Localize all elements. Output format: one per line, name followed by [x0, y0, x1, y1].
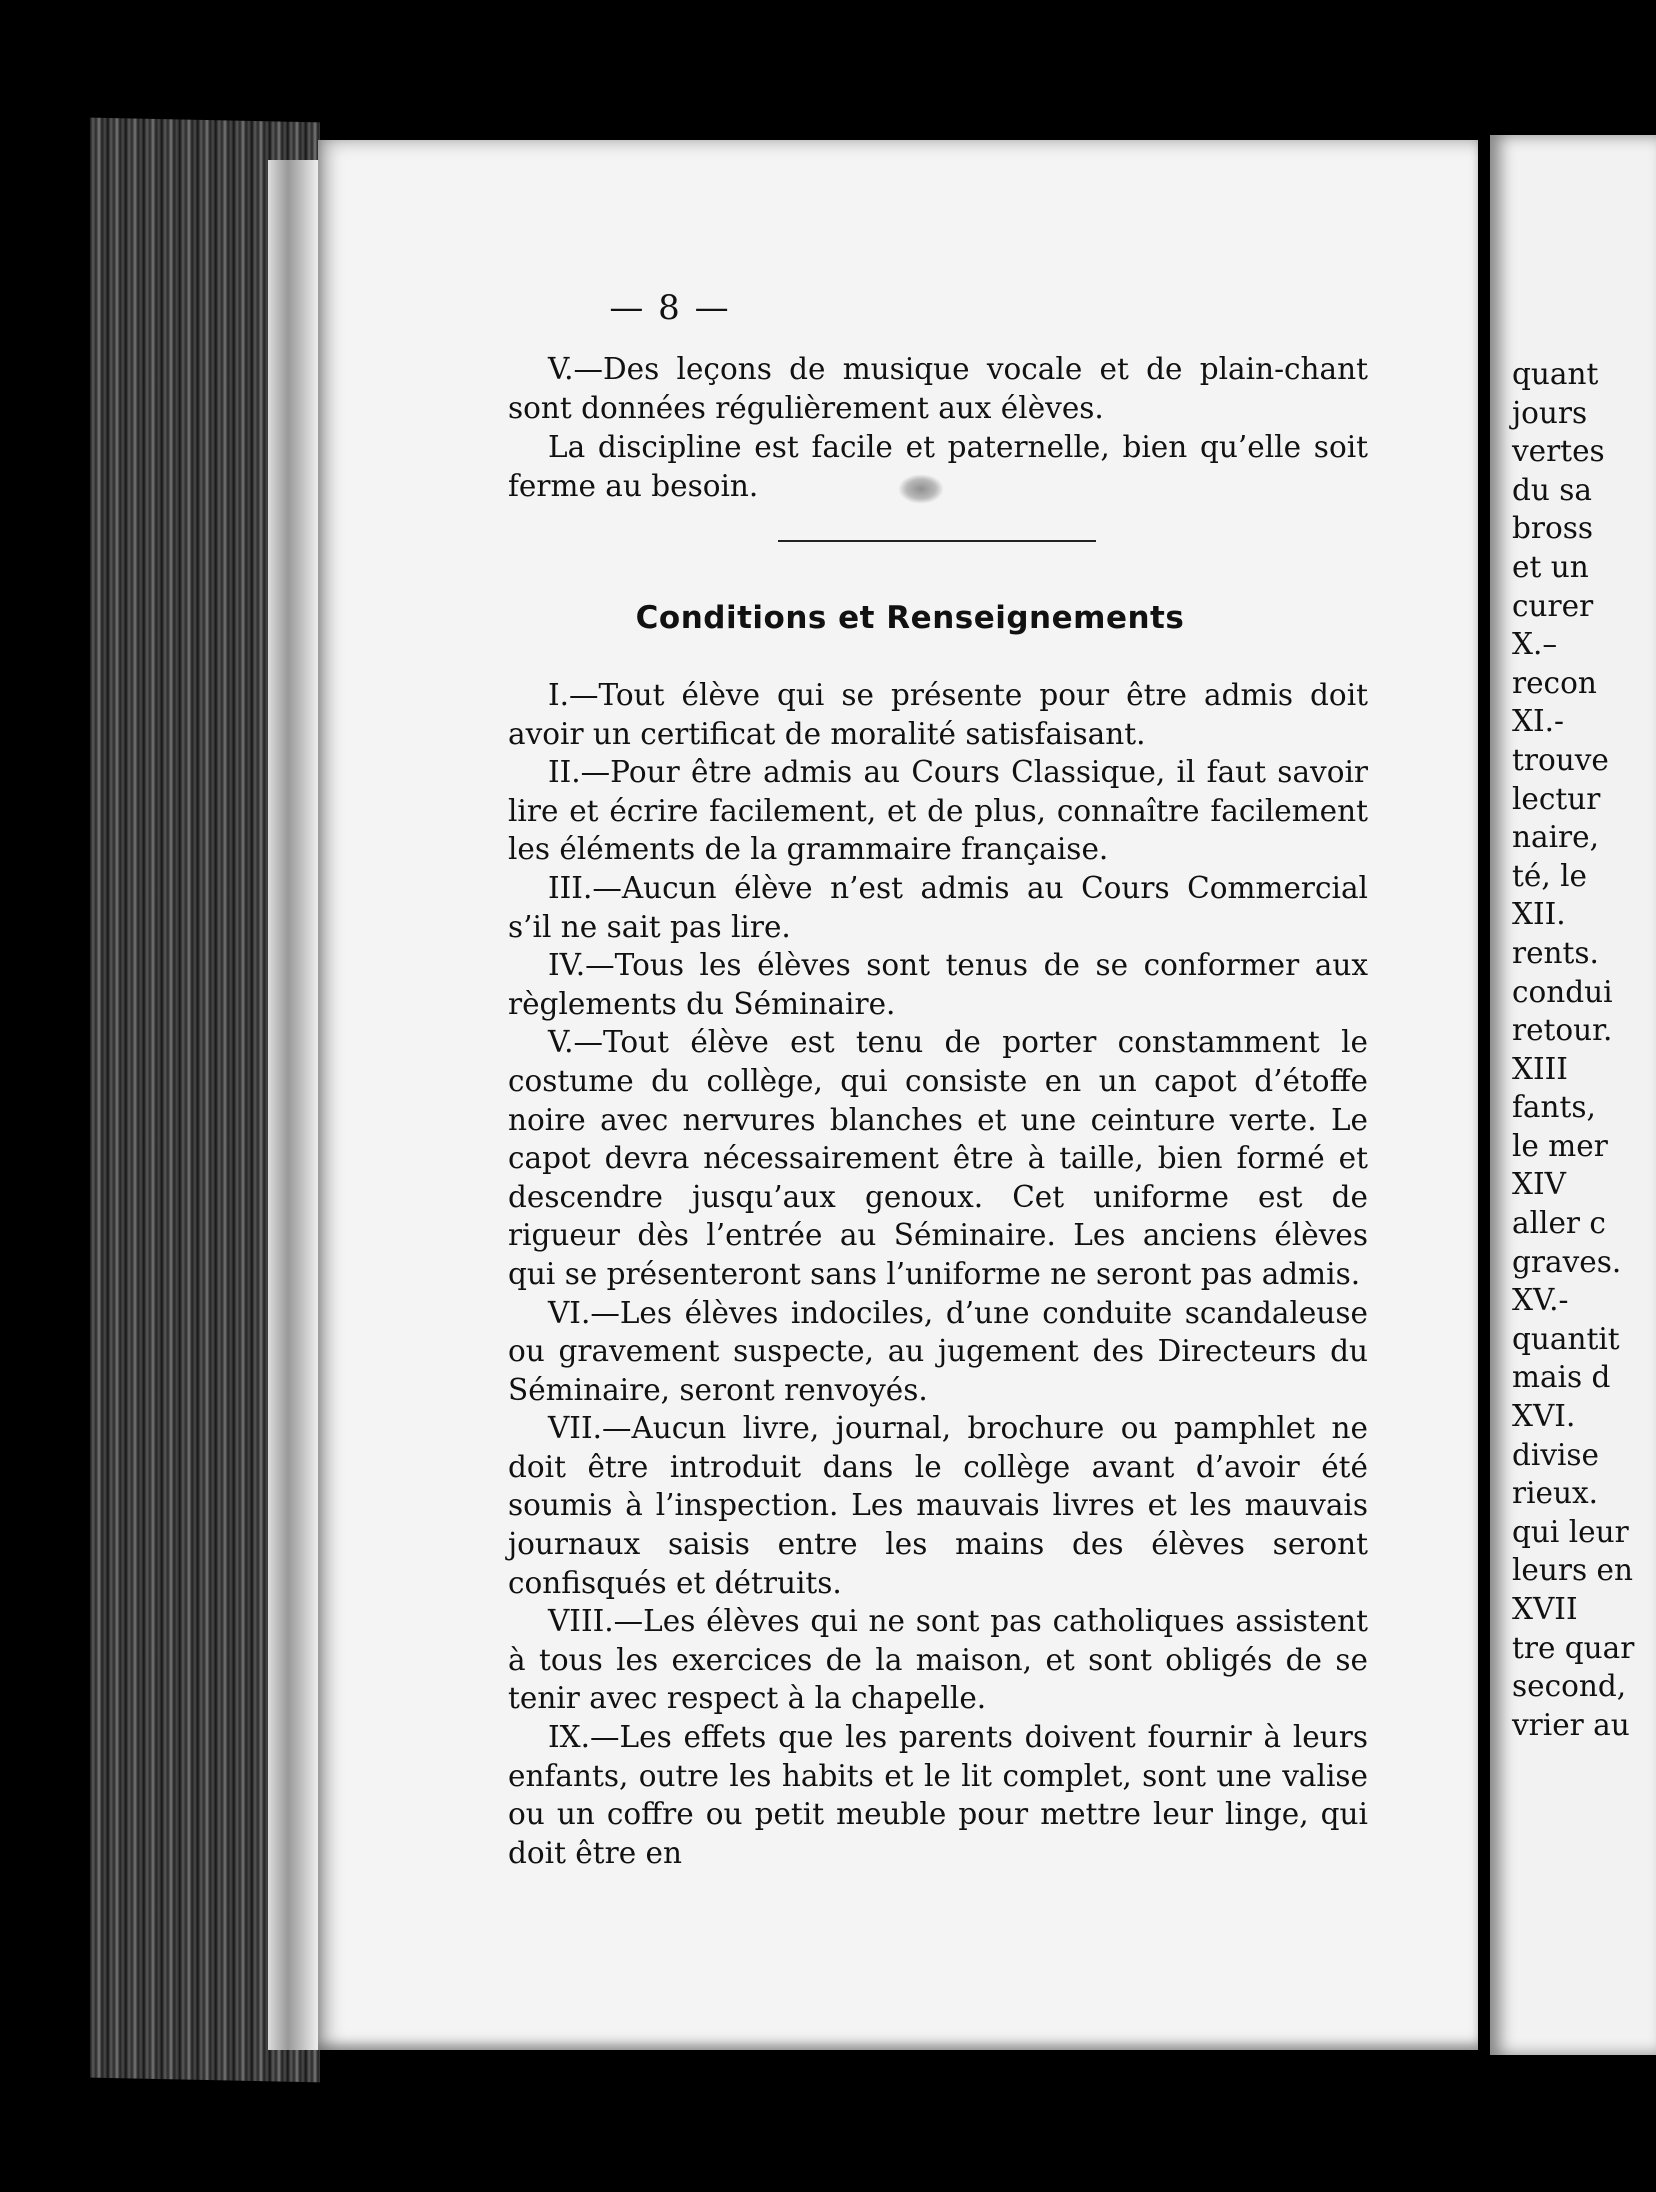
right-page-line: retour.	[1512, 1013, 1613, 1048]
right-page-line: fants,	[1512, 1090, 1596, 1125]
right-page-line: divise	[1512, 1437, 1600, 1472]
right-page-line: du sa	[1512, 472, 1592, 507]
right-page-line: trouve	[1512, 742, 1609, 777]
condition-paragraph: V.—Tout élève est tenu de porter constamment le costume du collège, qui consiste en un capot d’étoffe noire avec nervures blanches et une ceinture verte. Le capot devra nécessairement être à taille, bien formé et descendre jusqu’aux genoux. Cet uniforme est de rigueur dès l’entrée au Séminaire. Les anciens élèves qui se présenteront sans l’uniforme ne seront pas admis.	[508, 1025, 1368, 1291]
section-divider	[778, 540, 1096, 542]
right-page	[1490, 135, 1656, 2055]
condition-paragraph: VII.—Aucun livre, journal, brochure ou pamphlet ne doit être introduit dans le collège avant d’avoir été soumis à l’inspection. Les mauvais livres et les mauvais journaux saisis entre les mains des élèves seront confisqués et détruits.	[508, 1411, 1368, 1600]
condition-paragraph: IX.—Les effets que les parents doivent fournir à leurs enfants, outre les habits et le lit complet, sont une valise ou un coffre ou petit meuble pour mettre leur linge, qui doit être en	[508, 1720, 1368, 1870]
right-page-line: XV.-	[1512, 1283, 1569, 1318]
condition-paragraph: IV.—Tous les élèves sont tenus de se conformer aux règlements du Séminaire.	[508, 948, 1368, 1021]
intro-text-2: La discipline est facile et paternelle, bien qu’elle soit ferme au besoin.	[508, 430, 1368, 503]
right-page-line: XIII	[1512, 1051, 1568, 1086]
right-page-line: mais d	[1512, 1360, 1611, 1395]
condition-paragraph: I.—Tout élève qui se présente pour être admis doit avoir un certificat de moralité satisfaisant.	[508, 678, 1368, 751]
right-page-line: XI.-	[1512, 704, 1564, 739]
right-page-line: lectur	[1512, 781, 1601, 816]
right-page-text	[1512, 355, 1656, 1744]
intro-paragraph-1	[508, 350, 1368, 427]
right-page-line: le mer	[1512, 1128, 1608, 1163]
right-page-line: jours	[1512, 395, 1588, 430]
book-inner-edge	[268, 160, 318, 2050]
intro-text-1: V.—Des leçons de musique vocale et de plain-chant sont données régulièrement aux élèves.	[508, 352, 1368, 425]
right-page-line: rieux.	[1512, 1476, 1599, 1511]
right-page-line: aller c	[1512, 1206, 1606, 1241]
condition-paragraph: II.—Pour être admis au Cours Classique, il faut savoir lire et écrire facilement, et de plus, connaître facilement les éléments de la grammaire française.	[508, 755, 1368, 867]
right-page-line: recon	[1512, 665, 1597, 700]
right-page-line: vrier au	[1512, 1707, 1630, 1742]
right-page-line: rents.	[1512, 935, 1599, 970]
right-page-line: XIV	[1512, 1167, 1566, 1202]
right-page-line: qui leur	[1512, 1514, 1629, 1549]
right-page-line: graves.	[1512, 1244, 1622, 1279]
right-page-line: curer	[1512, 588, 1594, 623]
ink-stamp-mark	[898, 474, 944, 504]
right-page-line: et un	[1512, 549, 1589, 584]
right-page-line: condui	[1512, 974, 1613, 1009]
right-page-line: XII.	[1512, 897, 1566, 932]
right-page-line: bross	[1512, 511, 1594, 546]
conditions-list	[508, 676, 1368, 1872]
condition-paragraph: III.—Aucun élève n’est admis au Cours Commercial s’il ne sait pas lire.	[508, 870, 1368, 944]
right-page-line: naire,	[1512, 820, 1599, 855]
condition-paragraph: VIII.—Les élèves qui ne sont pas catholiques assistent à tous les exercices de la maison, et sont obligés de se tenir avec respect à la chapelle.	[508, 1604, 1368, 1716]
right-page-line: X.–	[1512, 627, 1558, 662]
right-page-line: tre quar	[1512, 1630, 1635, 1665]
section-heading: Conditions et Renseignements	[635, 600, 1185, 636]
right-page-line: second,	[1512, 1669, 1627, 1704]
page-number: — 8 —	[609, 288, 731, 328]
right-page-line: quantit	[1512, 1321, 1620, 1356]
right-page-line: XVI.	[1512, 1399, 1576, 1434]
right-page-line: té, le	[1512, 858, 1587, 893]
condition-paragraph: VI.—Les élèves indociles, d’une conduite scandaleuse ou gravement suspecte, au jugement des Directeurs du Séminaire, seront renvoyés.	[508, 1295, 1368, 1407]
right-page-line: leurs en	[1512, 1553, 1633, 1588]
right-page-line: vertes	[1512, 434, 1605, 469]
right-page-line: XVII	[1512, 1592, 1578, 1626]
right-page-line: quant	[1512, 357, 1599, 391]
